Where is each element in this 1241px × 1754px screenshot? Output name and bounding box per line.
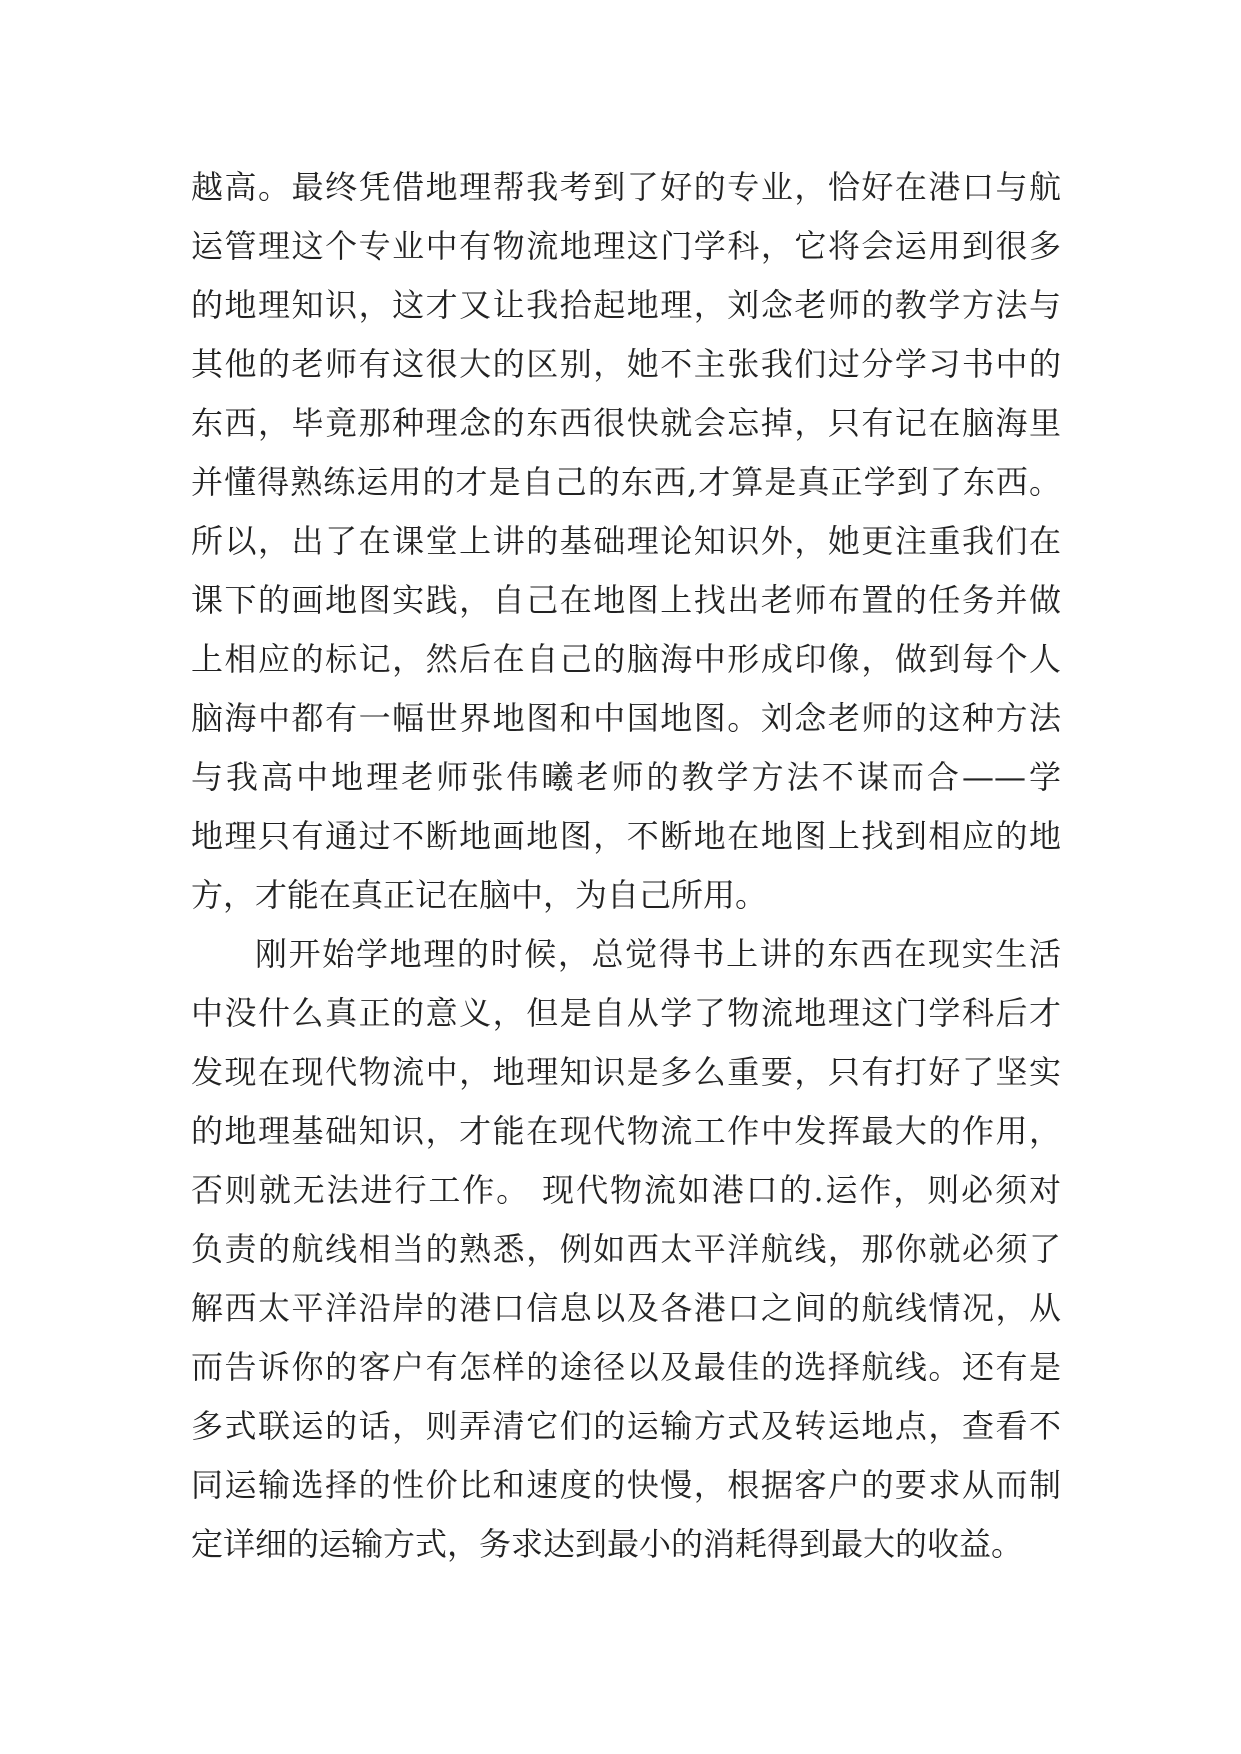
body-text bbox=[191, 158, 1061, 1574]
text-line: 的地理知识，这才又让我拾起地理，刘念老师的教学方法与 bbox=[191, 286, 1061, 324]
text-line: 上相应的标记，然后在自己的脑海中形成印像，做到每个人 bbox=[191, 640, 1061, 678]
text-line: 并懂得熟练运用的才是自己的东西,才算是真正学到了东西。 bbox=[191, 463, 1061, 501]
text-line: 运管理这个专业中有物流地理这门学科，它将会运用到很多 bbox=[191, 227, 1061, 265]
text-line: 方，才能在真正记在脑中，为自己所用。 bbox=[191, 876, 768, 914]
paragraph-2 bbox=[191, 925, 1061, 1574]
text-line: 地理只有通过不断地画地图，不断地在地图上找到相应的地 bbox=[191, 817, 1061, 855]
text-line: 负责的航线相当的熟悉，例如西太平洋航线，那你就必须了 bbox=[191, 1230, 1061, 1268]
text-line: 越高。最终凭借地理帮我考到了好的专业，恰好在港口与航 bbox=[191, 168, 1061, 206]
text-line: 脑海中都有一幅世界地图和中国地图。刘念老师的这种方法 bbox=[191, 699, 1061, 737]
text-line: 否则就无法进行工作。 现代物流如港口的.运作，则必须对 bbox=[191, 1171, 1061, 1209]
text-line: 所以，出了在课堂上讲的基础理论知识外，她更注重我们在 bbox=[191, 522, 1061, 560]
text-line: 课下的画地图实践，自己在地图上找出老师布置的任务并做 bbox=[191, 581, 1061, 619]
text-line: 而告诉你的客户有怎样的途径以及最佳的选择航线。还有是 bbox=[191, 1348, 1061, 1386]
text-line: 其他的老师有这很大的区别，她不主张我们过分学习书中的 bbox=[191, 345, 1061, 383]
text-line: 多式联运的话，则弄清它们的运输方式及转运地点，查看不 bbox=[191, 1407, 1061, 1445]
text-line: 同运输选择的性价比和速度的快慢，根据客户的要求从而制 bbox=[191, 1466, 1061, 1504]
text-line: 东西，毕竟那种理念的东西很快就会忘掉，只有记在脑海里 bbox=[191, 404, 1061, 442]
text-line: 中没什么真正的意义，但是自从学了物流地理这门学科后才 bbox=[191, 994, 1061, 1032]
paragraph-1 bbox=[191, 158, 1061, 925]
text-line: 定详细的运输方式，务求达到最小的消耗得到最大的收益。 bbox=[191, 1525, 1024, 1563]
text-line: 刚开始学地理的时候，总觉得书上讲的东西在现实生活 bbox=[255, 935, 1061, 973]
text-line: 发现在现代物流中，地理知识是多么重要，只有打好了坚实 bbox=[191, 1053, 1061, 1091]
text-line: 与我高中地理老师张伟曦老师的教学方法不谋而合——学 bbox=[191, 758, 1061, 796]
text-line: 解西太平洋沿岸的港口信息以及各港口之间的航线情况，从 bbox=[191, 1289, 1061, 1327]
text-line: 的地理基础知识，才能在现代物流工作中发挥最大的作用， bbox=[191, 1112, 1061, 1150]
